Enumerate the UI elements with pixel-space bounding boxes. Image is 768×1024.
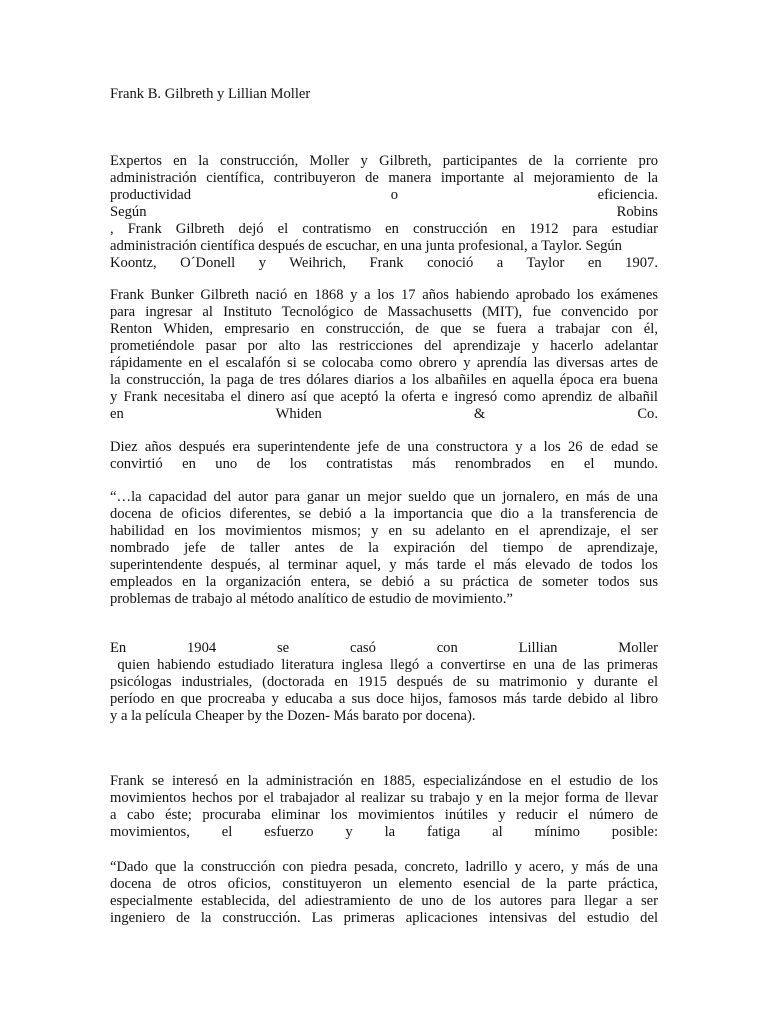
paragraph-quote-one (110, 489, 658, 608)
text-line: especialmente establecida, del adiestramiento de uno de los autores para llegar a ser (110, 893, 658, 909)
text-line: movimientos hechos por el trabajador al realizar su trabajo y en la mejor forma de llevar (110, 790, 658, 806)
text-line: convirtió en uno de los contratistas más renombrados en el mundo. (110, 456, 658, 472)
text-line: y a la película Cheaper by the Dozen- Más barato por docena). (110, 708, 476, 724)
text-line: quien habiendo estudiado literatura inglesa llegó a convertirse en una de las primeras (110, 657, 658, 673)
text-line: a cabo éste; procuraba eliminar los movimientos inútiles y reducir el número de (110, 807, 658, 823)
text-line: docena de oficios diferentes, se debió a la importancia que dio a la transferencia de (110, 506, 658, 522)
text-line: productividad o eficiencia. (110, 187, 658, 203)
text-line: Según Robins (110, 204, 658, 220)
text-line: psicólogas industriales, (doctorada en 1915 después de su matrimonio y durante el (110, 674, 658, 690)
text-line: y Frank necesitaba el dinero así que aceptó la oferta e ingresó como aprendiz de albañil (110, 389, 658, 405)
text-line: , Frank Gilbreth dejó el contratismo en construcción en 1912 para estudiar (110, 221, 658, 237)
text-line: nombrado jefe de taller antes de la expiración del tiempo de aprendizaje, (110, 540, 658, 556)
text-line: la construcción, la paga de tres dólares diarios a los albañiles en aquella época era buena (110, 372, 658, 388)
text-line: En 1904 se casó con Lillian Moller (110, 640, 658, 656)
text-line: administración científica, contribuyeron de manera importante al mejoramiento de la (110, 170, 658, 186)
text-line: Koontz, O´Donell y Weihrich, Frank conoció a Taylor en 1907. (110, 255, 658, 271)
document-title: Frank B. Gilbreth y Lillian Moller (110, 86, 311, 102)
paragraph-administration (110, 773, 658, 841)
text-line: Diez años después era superintendente jefe de una constructora y a los 26 de edad se (110, 439, 658, 455)
text-line: “Dado que la construcción con piedra pesada, concreto, ladrillo y acero, y más de una (110, 859, 658, 875)
text-line: problemas de trabajo al método analítico de estudio de movimiento.” (110, 591, 513, 607)
text-line: docena de otros oficios, constituyeron un elemento esencial de la parte práctica, (110, 876, 658, 892)
text-line: Frank Bunker Gilbreth nació en 1868 y a los 17 años habiendo aprobado los exámenes (110, 287, 658, 303)
paragraph-career (110, 439, 658, 473)
text-line: habilidad en los movimientos mismos; y en su adelanto en el aprendizaje, el ser (110, 523, 658, 539)
text-line: Renton Whiden, empresario en construcción, de que se fuera a trabajar con él, (110, 321, 658, 337)
text-line: superintendente después, al terminar aquel, y más tarde el más elevado de todos los (110, 557, 658, 573)
text-line: empleados en la organización entera, se debió a su práctica de someter todos sus (110, 574, 658, 590)
text-line: período en que procreaba y educaba a sus doce hijos, famosos más tarde debido al libro (110, 691, 658, 707)
text-line: “…la capacidad del autor para ganar un mejor sueldo que un jornalero, en más de una (110, 489, 658, 505)
text-line: administración científica después de escuchar, en una junta profesional, a Taylor. Según (110, 238, 622, 254)
text-line: movimientos, el esfuerzo y la fatiga al mínimo posible: (110, 824, 658, 840)
paragraph-quote-two (110, 859, 658, 927)
text-line: Frank se interesó en la administración en 1885, especializándose en el estudio de los (110, 773, 658, 789)
text-line: ingeniero de la construcción. Las primeras aplicaciones intensivas del estudio del (110, 910, 658, 926)
text-line: para ingresar al Instituto Tecnológico de Massachusetts (MIT), fue convencido por (110, 304, 658, 320)
text-line: Expertos en la construcción, Moller y Gilbreth, participantes de la corriente pro (110, 153, 658, 169)
text-line: rápidamente en el escalafón si se colocaba como obrero y aprendía las diversas artes de (110, 355, 658, 371)
text-line: prometiéndole pasar por alto las restricciones del aprendizaje y hacerlo adelantar (110, 338, 658, 354)
text-line: en Whiden & Co. (110, 406, 658, 422)
paragraph-biography (110, 287, 658, 423)
paragraph-intro (110, 153, 658, 272)
paragraph-marriage (110, 640, 658, 725)
